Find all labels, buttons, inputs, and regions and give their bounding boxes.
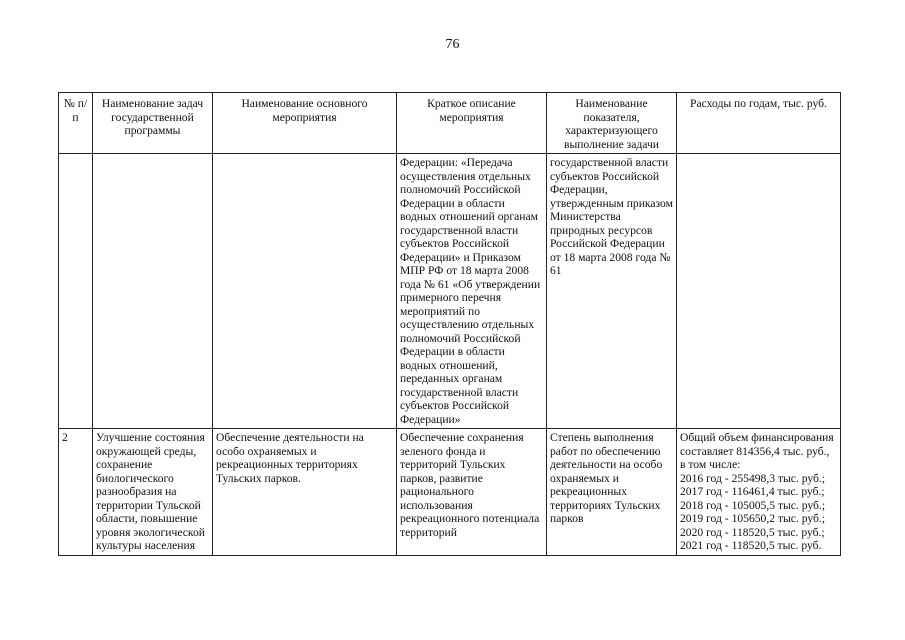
- cell-indicator: государственной власти субъектов Российской Федерации, утвержденным приказом Министерства природных ресурсов Российской Федерации от 18 марта 2008 года № 61: [547, 154, 677, 429]
- page-number: 76: [445, 37, 460, 52]
- expense-line: 2019 год - 105650,2 тыс. руб.;: [680, 512, 826, 525]
- cell-task: [93, 154, 213, 429]
- cell-activity: Обеспечение деятельности на особо охраняемых и рекреационных территориях Тульских парков.: [213, 429, 397, 556]
- cell-num: [59, 154, 93, 429]
- table-row: [59, 429, 841, 556]
- expense-line: 2020 год - 118520,5 тыс. руб.;: [680, 525, 825, 539]
- cell-activity: [213, 154, 397, 429]
- cell-description: Федерации: «Передача осуществления отдельных полномочий Российской Федерации в области водных отношений органам государственной власти субъектов Российской Федерации» и Приказом МПР РФ от 18 марта 2008 года № 61 «Об утверждении примерного перечня мероприятий по осуществлению отдельных полномочий Российской Федерации в области водных отношений, переданных органам государственной власти субъектов Российской Федерации»: [397, 154, 547, 429]
- expense-line: 2021 год - 118520,5 тыс. руб.: [680, 539, 822, 552]
- cell-num: 2: [59, 429, 93, 556]
- header-indicator: Наименование показателя, характеризующего выполнение задачи: [547, 93, 677, 154]
- cell-expenses: [677, 154, 841, 429]
- expense-line: составляет 814356,4 тыс. руб.,: [680, 444, 830, 458]
- header-expenses: Расходы по годам, тыс. руб.: [677, 93, 841, 154]
- table-row: [59, 154, 841, 429]
- expense-line: в том числе:: [680, 458, 741, 471]
- expense-line: 2018 год - 105005,5 тыс. руб.;: [680, 498, 826, 512]
- table-header-row: [59, 93, 841, 154]
- cell-task: Улучшение состояния окружающей среды, сохранение биологического разнообразия на территории Тульской области, повышение уровня экологической культуры населения: [93, 429, 213, 556]
- expense-line: Общий объем финансирования: [680, 431, 834, 444]
- cell-indicator: Степень выполнения работ по обеспечению деятельности на особо охраняемых и рекреационных территориях Тульских парков: [547, 429, 677, 556]
- expense-line: 2017 год - 116461,4 тыс. руб.;: [680, 485, 825, 498]
- header-num: № п/п: [59, 93, 93, 154]
- program-table: [58, 92, 841, 556]
- header-task: Наименование задач государственной программы: [93, 93, 213, 154]
- cell-expenses: [677, 429, 841, 556]
- header-activity: Наименование основного мероприятия: [213, 93, 397, 154]
- header-description: Краткое описание мероприятия: [397, 93, 547, 154]
- cell-description: Обеспечение сохранения зеленого фонда и территорий Тульских парков, развитие рационального использования рекреационного потенциала территорий: [397, 429, 547, 556]
- expense-line: 2016 год - 255498,3 тыс. руб.;: [680, 471, 826, 485]
